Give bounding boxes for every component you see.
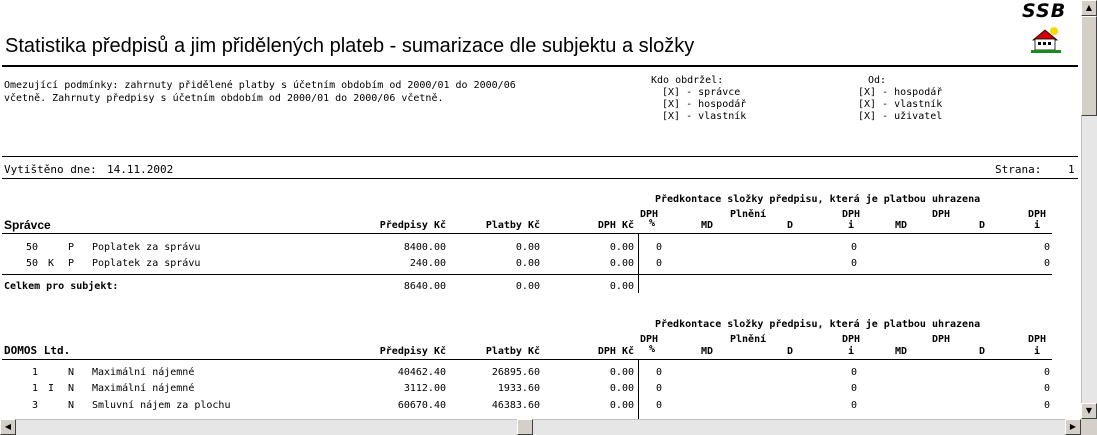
- vertical-scroll-thumb[interactable]: [1081, 16, 1097, 116]
- page-label: Strana:: [995, 163, 1042, 176]
- total-predpisy: 8640.00: [403, 281, 446, 292]
- row-flag: I: [48, 383, 55, 394]
- scroll-left-button[interactable]: ◀: [0, 419, 16, 435]
- column-divider: [638, 233, 639, 293]
- total-dph: 0.00: [609, 281, 634, 292]
- received-item: [X] - vlastník: [662, 111, 747, 122]
- from-item: [X] - vlastník: [858, 99, 943, 110]
- ssb-logo: SSB: [1022, 0, 1067, 22]
- total-divider: [2, 274, 1052, 275]
- row-name: Maximální nájemné: [92, 367, 195, 378]
- row-pct: 0: [656, 367, 663, 378]
- row-i2: 0: [1044, 258, 1051, 269]
- from-item: [X] - hospodář: [858, 87, 943, 98]
- row-predpisy: 3112.00: [403, 383, 446, 394]
- row-pct: 0: [656, 242, 663, 253]
- row-predpisy: 8400.00: [403, 242, 446, 253]
- section-header-divider: [2, 359, 1052, 360]
- predpisy-header: Předpisy Kč: [379, 220, 446, 231]
- total-label: Celkem pro subjekt:: [4, 281, 119, 292]
- row-pct: 0: [656, 400, 663, 411]
- print-info-divider: [2, 178, 1078, 179]
- row-i2: 0: [1044, 400, 1051, 411]
- dph-i-header-2: i: [1034, 220, 1041, 231]
- row-name: Poplatek za správu: [92, 242, 201, 253]
- section-header-divider: [2, 233, 1052, 234]
- row-number: 1: [31, 367, 38, 378]
- row-i1: 0: [851, 242, 858, 253]
- row-predpisy: 240.00: [409, 258, 446, 269]
- scroll-down-button[interactable]: ▼: [1081, 403, 1097, 419]
- predkontace-header: Předkontace složky předpisu, která je platbou uhrazena: [655, 319, 981, 330]
- plneni-header: Plnění: [730, 209, 767, 220]
- row-number: 3: [31, 400, 38, 411]
- platby-header: Platby Kč: [485, 220, 540, 231]
- row-i2: 0: [1044, 383, 1051, 394]
- dph-i-header-2: DPH: [1028, 209, 1047, 220]
- conditions-line-1: Omezující podmínky: zahrnuty přidělené platby s účetním obdobím od 2000/01 do 2000/06: [4, 80, 516, 91]
- row-name: Maximální nájemné: [92, 383, 195, 394]
- scroll-right-button[interactable]: ▶: [1065, 419, 1081, 435]
- title-divider: [2, 65, 1078, 67]
- received-item: [X] - hospodář: [662, 99, 747, 110]
- row-type: N: [68, 400, 75, 411]
- row-platby: 46383.60: [491, 400, 540, 411]
- dph-i-header-2: i: [1034, 346, 1041, 357]
- md-header-2: MD: [895, 346, 908, 357]
- row-type: P: [68, 242, 75, 253]
- row-number: 1: [31, 383, 38, 394]
- row-flag: K: [48, 258, 55, 269]
- house-logo-icon: [1030, 26, 1064, 54]
- from-item: [X] - uživatel: [858, 111, 943, 122]
- subject-name: DOMOS Ltd.: [4, 344, 71, 357]
- d-header: D: [787, 220, 794, 231]
- predpisy-header: Předpisy Kč: [379, 346, 446, 357]
- predkontace-header: Předkontace složky předpisu, která je platbou uhrazena: [655, 194, 981, 205]
- row-dph: 0.00: [609, 400, 634, 411]
- md-header: MD: [701, 346, 714, 357]
- dph-pct-header: %: [649, 344, 656, 355]
- conditions-divider: [2, 156, 1078, 157]
- d-header: D: [787, 346, 794, 357]
- dph-i-header: DPH: [842, 334, 861, 345]
- printed-date: 14.11.2002: [107, 163, 174, 176]
- row-predpisy: 60670.40: [397, 400, 446, 411]
- row-i2: 0: [1044, 242, 1051, 253]
- row-pct: 0: [656, 383, 663, 394]
- row-dph: 0.00: [609, 383, 634, 394]
- row-i1: 0: [851, 400, 858, 411]
- horizontal-scrollbar[interactable]: [0, 419, 1081, 435]
- d-header-2: D: [979, 220, 986, 231]
- dph-i-header: i: [848, 220, 855, 231]
- received-label: Kdo obdržel:: [651, 75, 724, 86]
- dph-header-2: DPH: [932, 209, 951, 220]
- from-label: Od:: [868, 75, 887, 86]
- row-pct: 0: [656, 258, 663, 269]
- row-platby: 26895.60: [491, 367, 540, 378]
- md-header: MD: [701, 220, 714, 231]
- row-platby: 0.00: [515, 242, 540, 253]
- md-header-2: MD: [895, 220, 908, 231]
- row-name: Smluvní nájem za plochu: [92, 400, 231, 411]
- d-header-2: D: [979, 346, 986, 357]
- printed-label: Vytištěno dne:: [4, 163, 97, 176]
- total-platby: 0.00: [515, 281, 540, 292]
- row-type: P: [68, 258, 75, 269]
- row-name: Poplatek za správu: [92, 258, 201, 269]
- dph-i-header: DPH: [842, 209, 861, 220]
- scrollbar-corner: [1081, 419, 1097, 435]
- platby-header: Platby Kč: [485, 346, 540, 357]
- row-dph: 0.00: [609, 258, 634, 269]
- row-platby: 1933.60: [497, 383, 540, 394]
- dph-header-2: DPH: [932, 334, 951, 345]
- received-item: [X] - správce: [662, 87, 741, 98]
- dph-i-header: i: [848, 346, 855, 357]
- row-i1: 0: [851, 258, 858, 269]
- row-dph: 0.00: [609, 242, 634, 253]
- dph-pct-header: DPH: [640, 334, 659, 345]
- row-i1: 0: [851, 367, 858, 378]
- conditions-line-2: včetně. Zahrnuty předpisy s účetním obdobím od 2000/01 do 2000/06 včetně.: [4, 93, 444, 104]
- row-platby: 0.00: [515, 258, 540, 269]
- dph-header: DPH Kč: [597, 346, 634, 357]
- dph-pct-header: DPH: [640, 209, 659, 220]
- row-dph: 0.00: [609, 367, 634, 378]
- row-number: 50: [25, 258, 38, 269]
- row-type: N: [68, 367, 75, 378]
- page-number: 1: [1068, 163, 1075, 176]
- row-i2: 0: [1044, 367, 1051, 378]
- plneni-header: Plnění: [730, 334, 767, 345]
- row-i1: 0: [851, 383, 858, 394]
- column-divider: [638, 359, 639, 419]
- scroll-up-button[interactable]: ▲: [1081, 0, 1097, 16]
- page-title: Statistika předpisů a jim přidělených plateb - sumarizace dle subjektu a složky: [5, 35, 695, 57]
- row-type: N: [68, 383, 75, 394]
- dph-i-header-2: DPH: [1028, 334, 1047, 345]
- vertical-scrollbar[interactable]: [1081, 0, 1097, 419]
- horizontal-scroll-thumb[interactable]: [517, 419, 533, 435]
- dph-header: DPH Kč: [597, 220, 634, 231]
- dph-pct-header: %: [649, 218, 656, 229]
- subject-name: Správce: [4, 218, 51, 232]
- row-predpisy: 40462.40: [397, 367, 446, 378]
- row-number: 50: [25, 242, 38, 253]
